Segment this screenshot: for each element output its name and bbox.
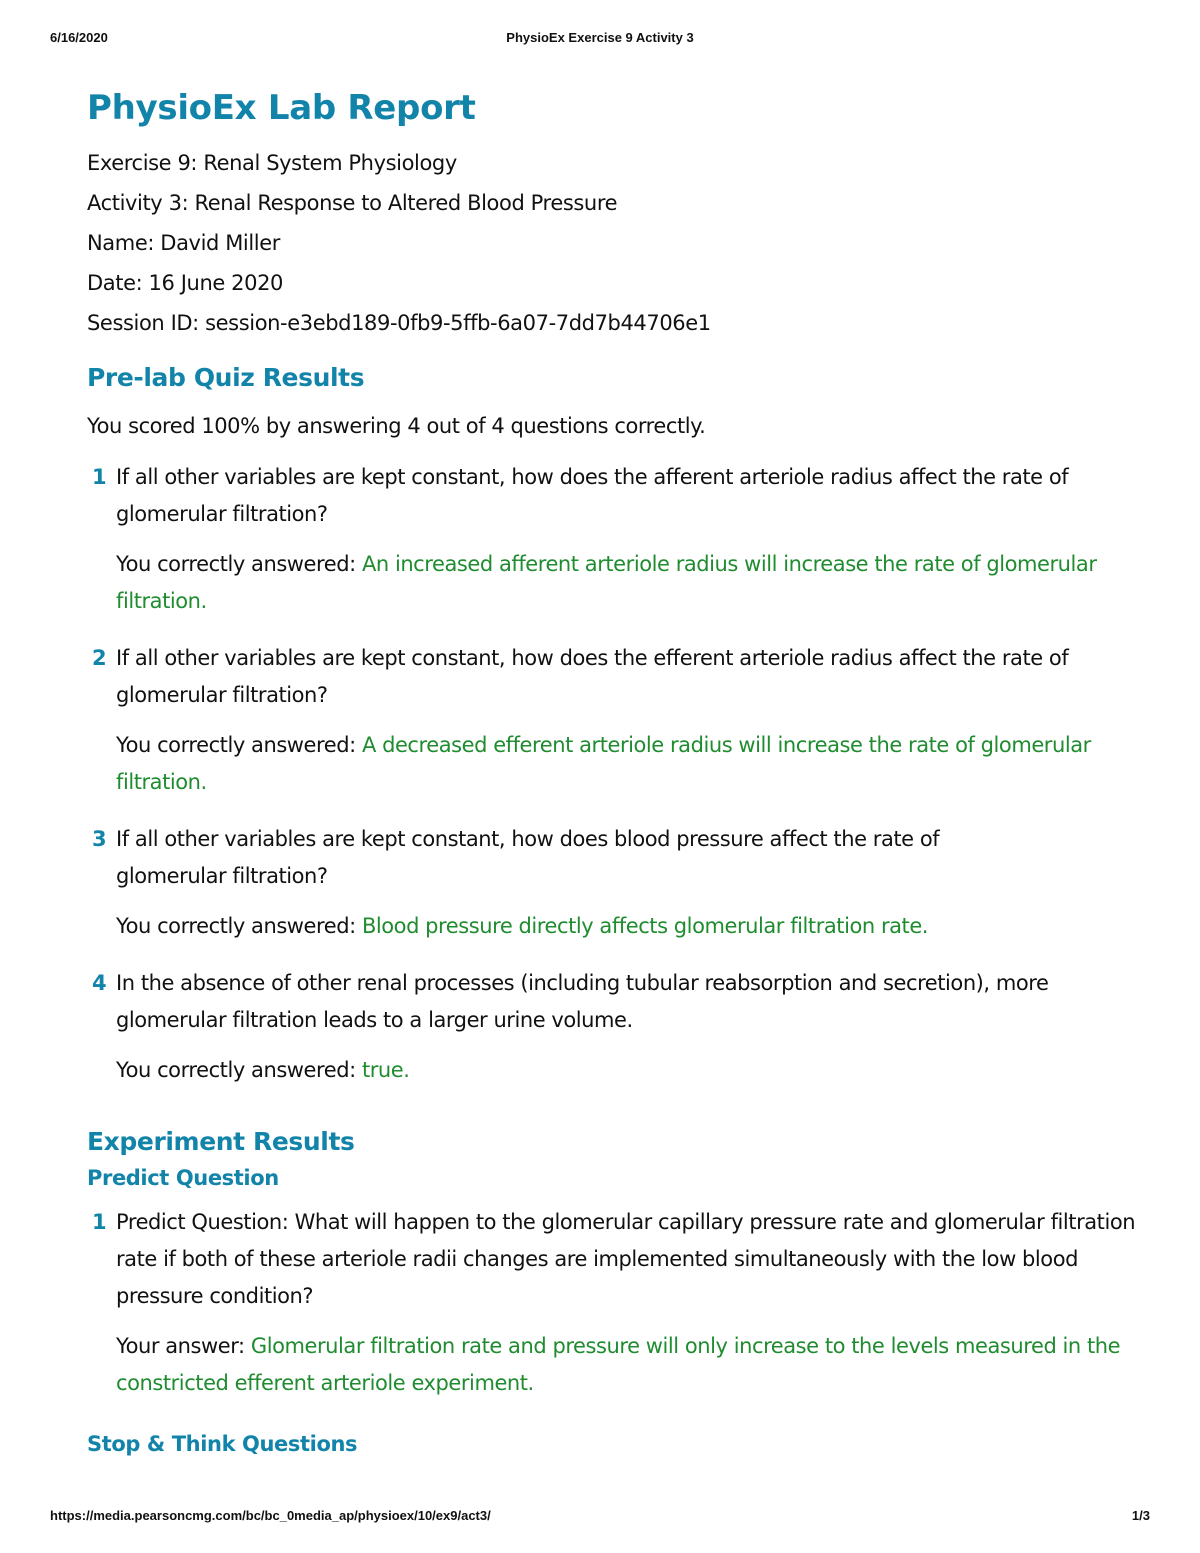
question-answer: [116, 908, 1147, 945]
report-meta: [87, 143, 1147, 343]
answer-text: An increased afferent arteriole radius will increase the rate of glomerular filtration.: [116, 552, 1097, 613]
print-url: https://media.pearsoncmg.com/bc/bc_0media_ap/physioex/10/ex9/act3/: [50, 1508, 491, 1523]
question-text: If all other variables are kept constant, how does the efferent arteriole radius affect the rate of glomerular filtration?: [116, 646, 1069, 707]
question-number: 4: [92, 971, 107, 995]
question-answer: [116, 546, 1147, 620]
quiz-question: [87, 640, 1147, 801]
session-line: Session ID: session-e3ebd189-0fb9-5ffb-6a07-7dd7b44706e1: [87, 311, 711, 335]
print-footer: [50, 1508, 1150, 1528]
name-line: Name: David Miller: [87, 231, 280, 255]
question-number: 1: [92, 1210, 107, 1234]
quiz-question: [87, 965, 1147, 1089]
question-text: If all other variables are kept constant, how does the afferent arteriole radius affect the rate of glomerular filtration?: [116, 465, 1069, 526]
question-answer: [116, 1052, 1147, 1089]
question-text: Predict Question: What will happen to the glomerular capillary pressure rate and glomerular filtration rate if both of these arteriole radii changes are implemented simultaneously with the low blood pressure condition?: [116, 1210, 1136, 1308]
predict-heading: Predict Question: [87, 1166, 279, 1190]
question-number: 3: [92, 827, 107, 851]
activity-line: Activity 3: Renal Response to Altered Blood Pressure: [87, 191, 618, 215]
prelab-score: You scored 100% by answering 4 out of 4 questions correctly.: [87, 414, 706, 438]
exercise-line: Exercise 9: Renal System Physiology: [87, 151, 457, 175]
question-text: If all other variables are kept constant, how does blood pressure affect the rate of glomerular filtration?: [116, 827, 940, 888]
experiment-heading: Experiment Results: [87, 1127, 355, 1156]
answer-text: A decreased efferent arteriole radius will increase the rate of glomerular filtration.: [116, 733, 1091, 794]
report-content: [87, 85, 1147, 1460]
question-text: In the absence of other renal processes (including tubular reabsorption and secretion), more glomerular filtration leads to a larger urine volume.: [116, 971, 1049, 1032]
quiz-question: [87, 821, 1147, 945]
page-number: 1/3: [1131, 1508, 1150, 1523]
answer-prefix: You correctly answered:: [116, 1058, 362, 1082]
date-line: Date: 16 June 2020: [87, 271, 283, 295]
quiz-question: [87, 459, 1147, 620]
report-title: PhysioEx Lab Report: [87, 88, 476, 128]
answer-prefix: You correctly answered:: [116, 552, 362, 576]
answer-text: Blood pressure directly affects glomerular filtration rate.: [361, 914, 929, 938]
answer-text: Glomerular filtration rate and pressure will only increase to the levels measured in the constricted efferent arteriole experiment.: [116, 1334, 1121, 1395]
question-number: 1: [92, 465, 107, 489]
stop-think-heading: Stop & Think Questions: [87, 1432, 358, 1456]
answer-prefix: Your answer:: [116, 1334, 251, 1358]
answer-prefix: You correctly answered:: [116, 733, 362, 757]
print-header: [50, 30, 1150, 50]
print-date: 6/16/2020: [50, 30, 108, 45]
answer-prefix: You correctly answered:: [116, 914, 362, 938]
question-number: 2: [92, 646, 107, 670]
question-answer: [116, 727, 1147, 801]
prelab-heading: Pre-lab Quiz Results: [87, 363, 365, 392]
question-answer: [116, 1328, 1147, 1402]
predict-question: [87, 1204, 1147, 1402]
answer-text: true.: [361, 1058, 410, 1082]
print-title: PhysioEx Exercise 9 Activity 3: [506, 30, 694, 45]
